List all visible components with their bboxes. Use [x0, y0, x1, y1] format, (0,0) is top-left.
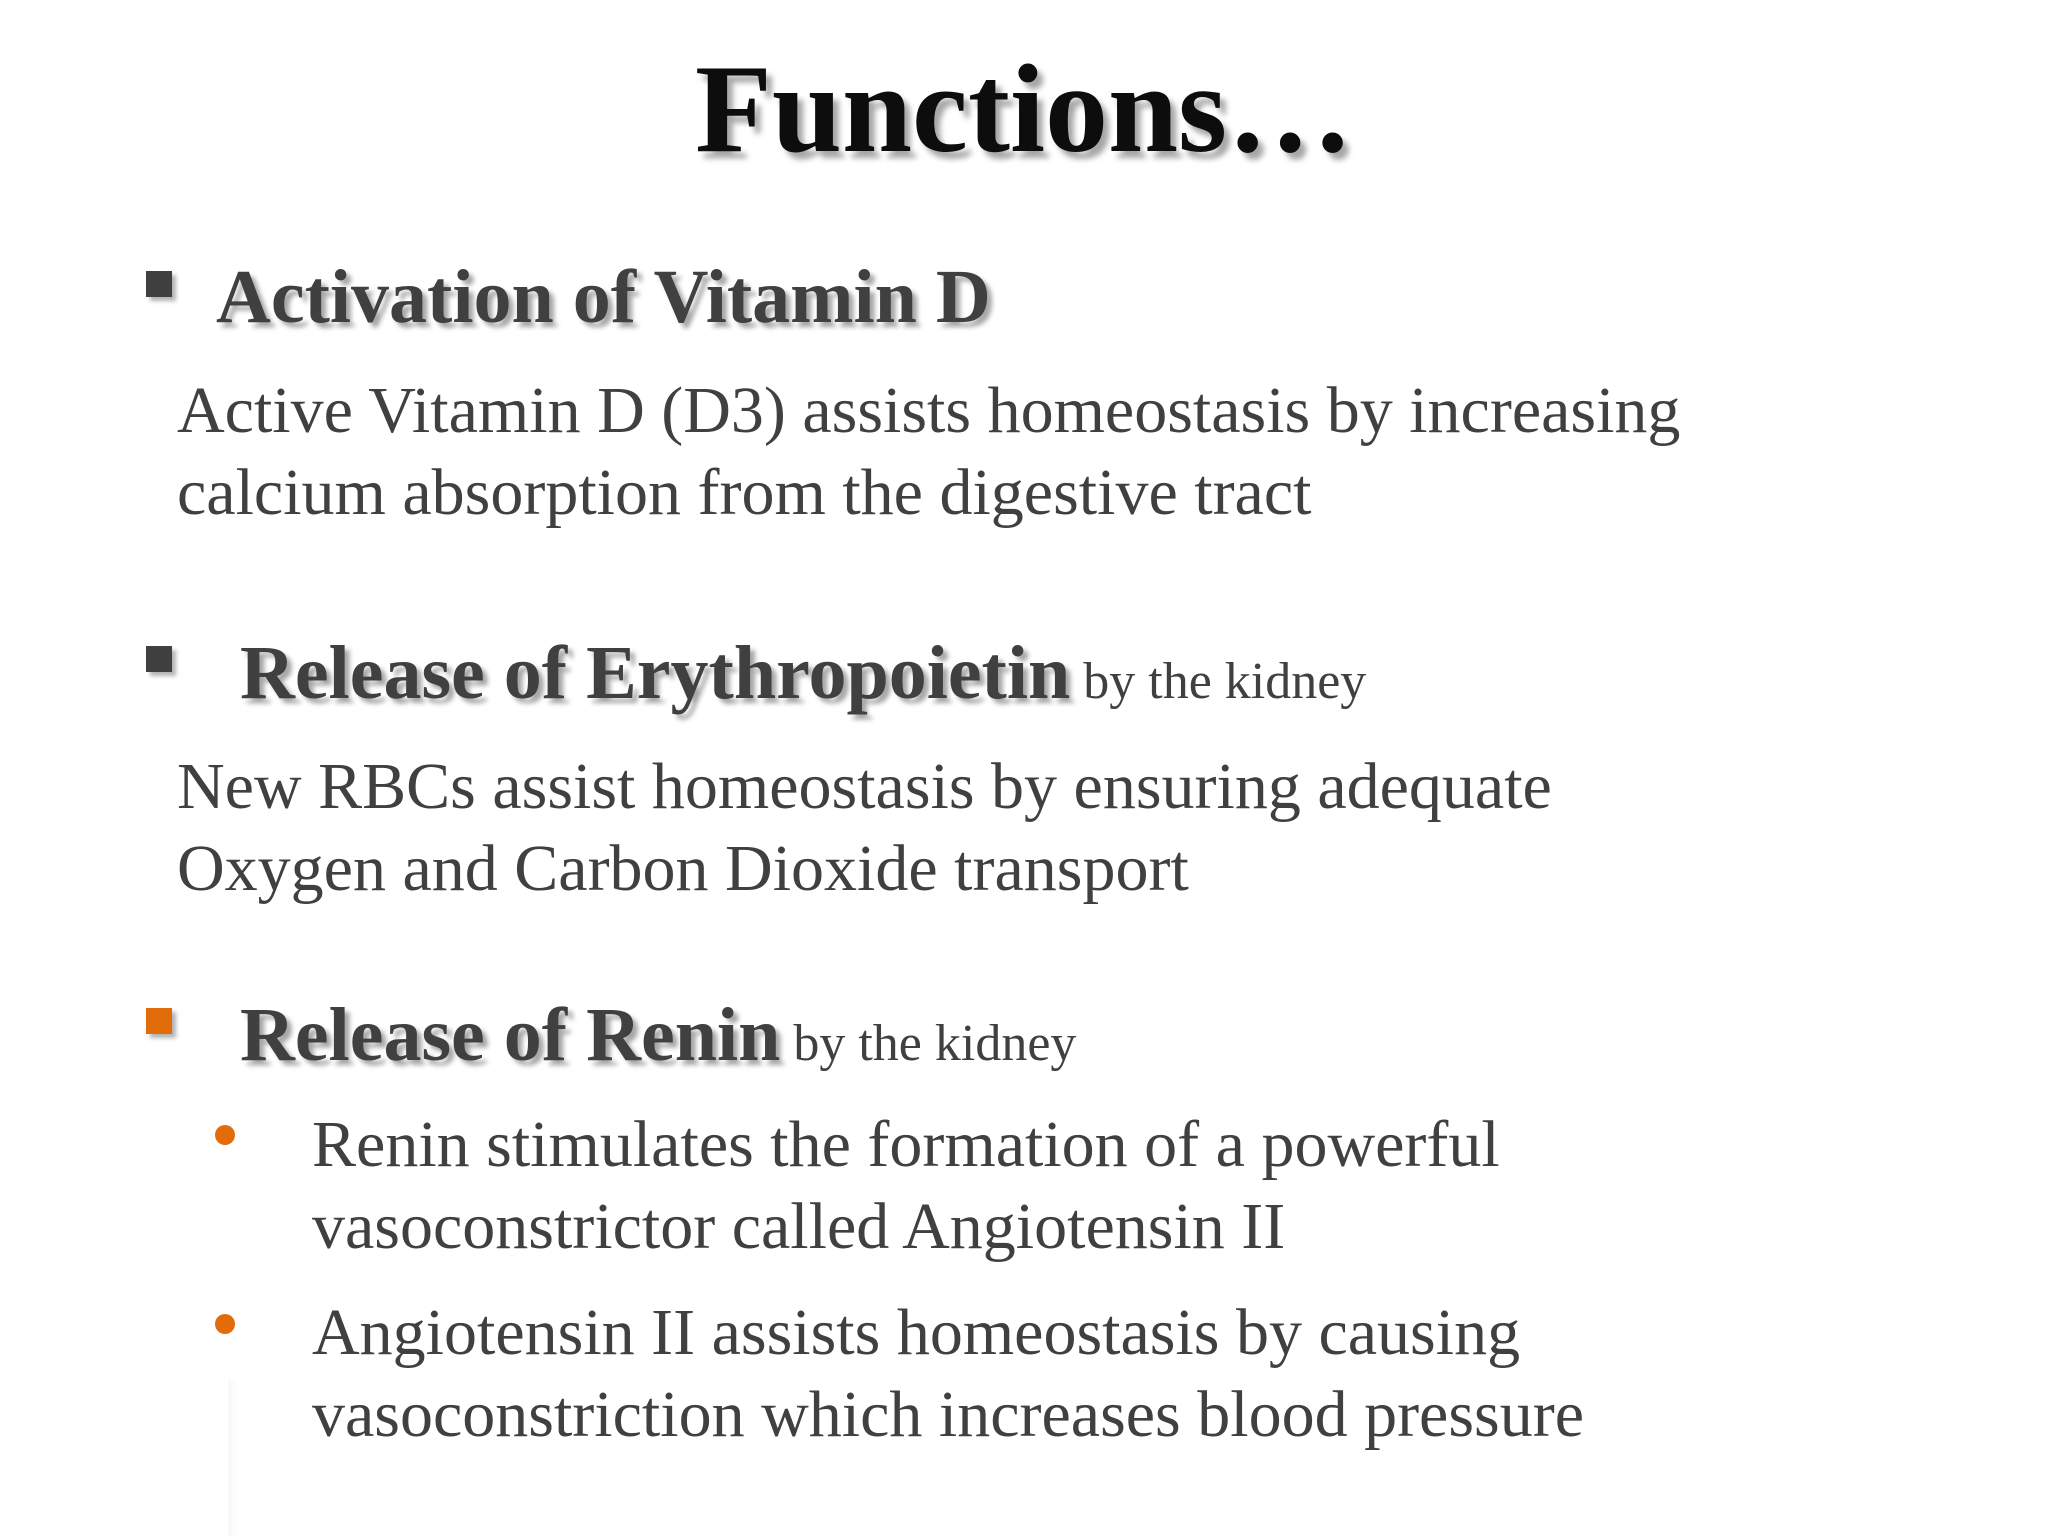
section-heading-text: Release of Renin — [240, 993, 781, 1077]
body-line: Oxygen and Carbon Dioxide transport — [177, 832, 1189, 905]
slide-title: Functions… — [694, 40, 1354, 179]
section-heading-text: Release of Erythropoietin — [240, 631, 1071, 715]
background-shade — [228, 1380, 238, 1536]
section-heading-vitamin-d — [216, 252, 991, 351]
sub-bullet-line: Angiotensin II assists homeostasis by causing — [312, 1296, 1521, 1369]
section-heading-suffix: by the kidney — [780, 1015, 1077, 1072]
body-line: New RBCs assist homeostasis by ensuring adequate — [177, 750, 1552, 823]
body-line: calcium absorption from the digestive tract — [177, 456, 1312, 529]
square-bullet-icon — [146, 646, 172, 672]
section-heading-text: Activation of Vitamin D — [216, 255, 991, 339]
sub-bullet-line: vasoconstrictor called Angiotensin II — [312, 1190, 1286, 1263]
round-bullet-icon — [215, 1314, 235, 1334]
section-heading-suffix: by the kidney — [1070, 653, 1367, 710]
body-line: Active Vitamin D (D3) assists homeostasis by increasing — [177, 374, 1681, 447]
square-bullet-icon — [146, 1008, 172, 1034]
sub-bullet-line: Renin stimulates the formation of a powerful — [312, 1108, 1500, 1181]
sub-bullet-line: vasoconstriction which increases blood pressure — [312, 1378, 1584, 1451]
section-heading-renin — [240, 990, 1076, 1089]
section-heading-erythropoietin — [240, 628, 1366, 727]
square-bullet-icon — [146, 271, 172, 297]
round-bullet-icon — [215, 1125, 235, 1145]
